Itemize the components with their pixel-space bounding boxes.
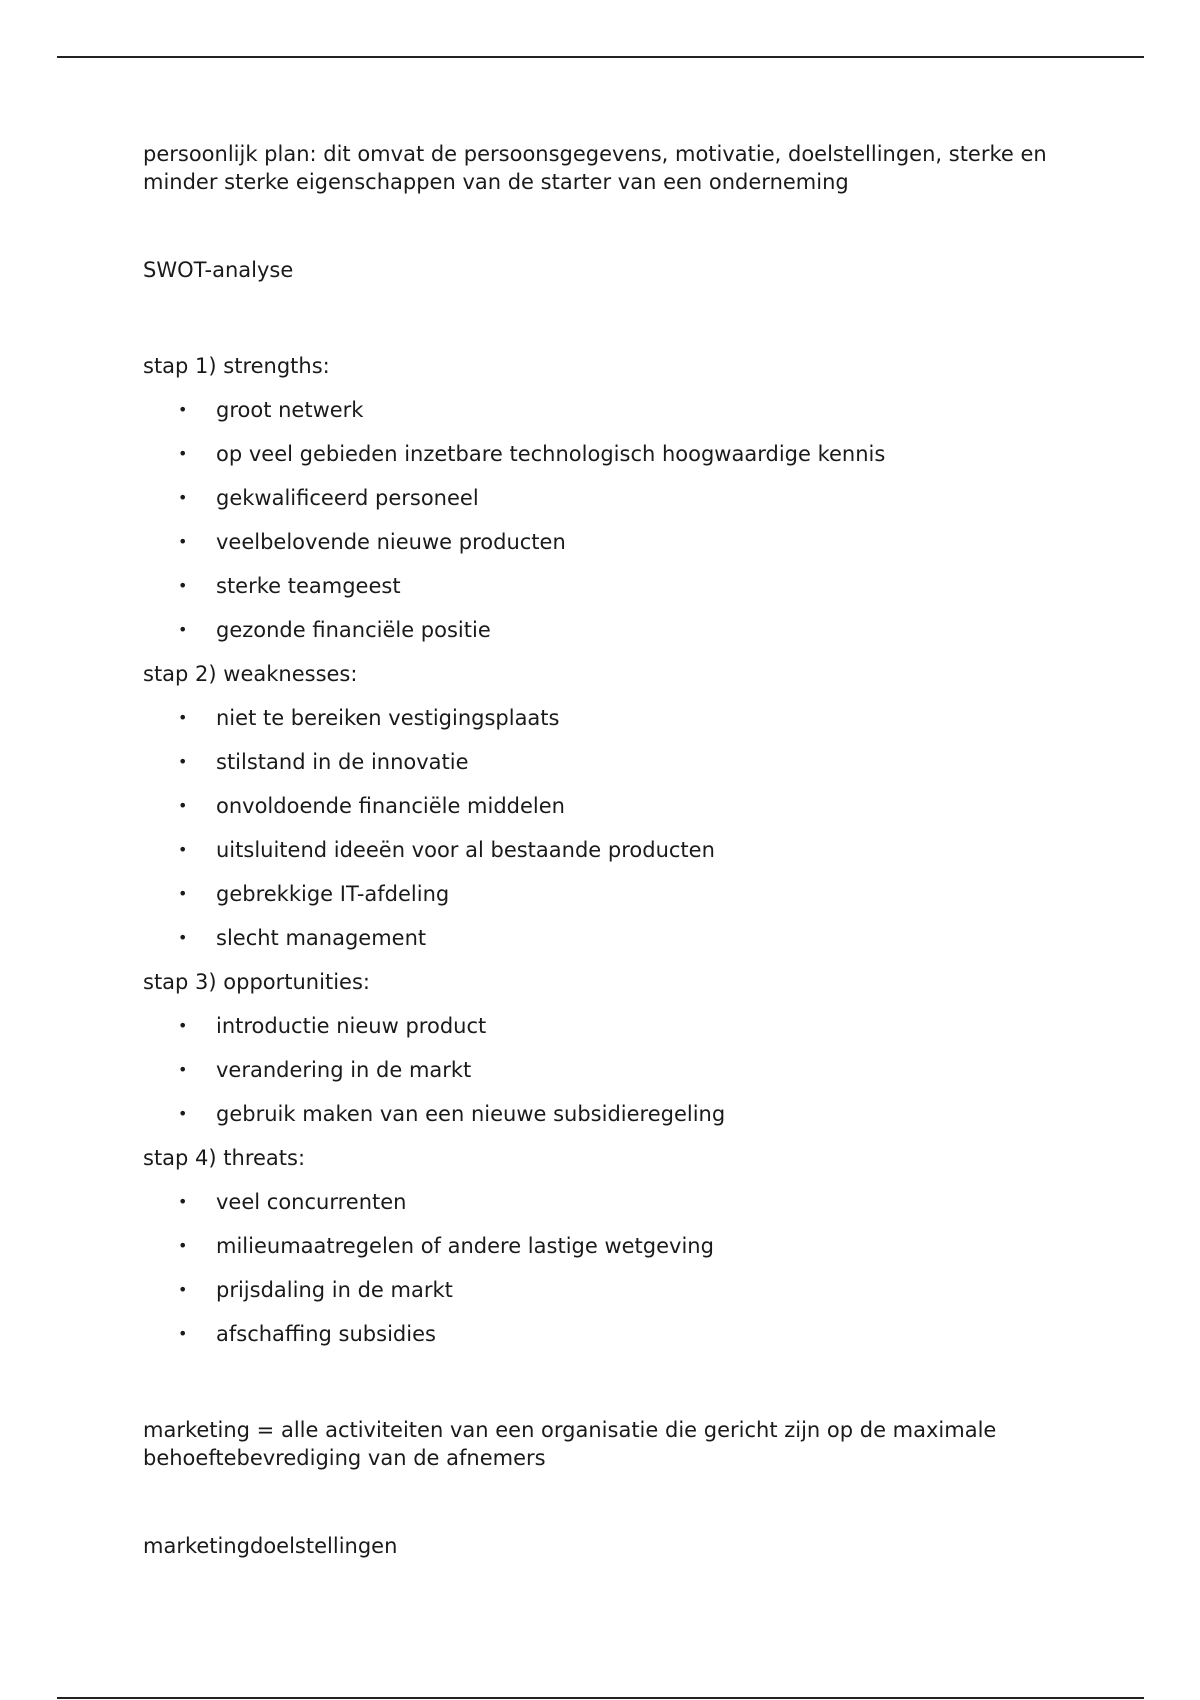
bullet-icon: • (178, 620, 188, 639)
list-item (143, 872, 1083, 916)
list-item (143, 1004, 1083, 1048)
list-item (143, 1312, 1083, 1356)
list-item (143, 476, 1083, 520)
list-item-text: slecht management (216, 926, 427, 950)
step-list (143, 1004, 1083, 1136)
list-item (143, 1180, 1083, 1224)
list-item-text: niet te bereiken vestigingsplaats (216, 706, 560, 730)
bullet-icon: • (178, 796, 188, 815)
marketing-definition: marketing = alle activiteiten van een organisatie die gericht zijn op de maximale behoeftebevrediging van de afnemers (143, 1418, 997, 1470)
list-item-text: stilstand in de innovatie (216, 750, 469, 774)
step-label: stap 4) threats: (143, 1146, 306, 1170)
step-label: stap 2) weaknesses: (143, 662, 358, 686)
bullet-icon: • (178, 400, 188, 419)
bullet-icon: • (178, 576, 188, 595)
bullet-icon: • (178, 928, 188, 947)
step-label: stap 3) opportunities: (143, 970, 370, 994)
top-rule (57, 56, 1144, 58)
list-item (143, 828, 1083, 872)
bullet-icon: • (178, 1280, 188, 1299)
list-item-text: veel concurrenten (216, 1190, 407, 1214)
list-item-text: gekwalificeerd personeel (216, 486, 479, 510)
list-item (143, 520, 1083, 564)
swot-steps (143, 344, 1083, 1356)
list-item-text: op veel gebieden inzetbare technologisch hoogwaardige kennis (216, 442, 886, 466)
list-item-text: milieumaatregelen of andere lastige wetgeving (216, 1234, 714, 1258)
bullet-icon: • (178, 884, 188, 903)
bottom-rule (57, 1697, 1144, 1699)
list-item (143, 1092, 1083, 1136)
list-item (143, 564, 1083, 608)
list-item-text: sterke teamgeest (216, 574, 401, 598)
list-item (143, 784, 1083, 828)
step-list (143, 388, 1083, 652)
list-item-text: gebruik maken van een nieuwe subsidieregeling (216, 1102, 726, 1126)
step-list (143, 696, 1083, 960)
bullet-icon: • (178, 1192, 188, 1211)
list-item (143, 432, 1083, 476)
list-item (143, 608, 1083, 652)
list-item (143, 388, 1083, 432)
list-item (143, 1268, 1083, 1312)
swot-heading: SWOT-analyse (143, 258, 294, 282)
bullet-icon: • (178, 752, 188, 771)
list-item (143, 696, 1083, 740)
list-item (143, 1048, 1083, 1092)
list-item-text: afschaffing subsidies (216, 1322, 436, 1346)
marketing-heading: marketingdoelstellingen (143, 1534, 398, 1558)
bullet-icon: • (178, 444, 188, 463)
document-body (143, 140, 1083, 1560)
list-item-text: prijsdaling in de markt (216, 1278, 453, 1302)
list-item-text: verandering in de markt (216, 1058, 472, 1082)
bullet-icon: • (178, 1104, 188, 1123)
list-item-text: introductie nieuw product (216, 1014, 487, 1038)
list-item-text: uitsluitend ideeën voor al bestaande producten (216, 838, 715, 862)
step-list (143, 1180, 1083, 1356)
list-item-text: gebrekkige IT-afdeling (216, 882, 450, 906)
list-item-text: groot netwerk (216, 398, 364, 422)
list-item-text: veelbelovende nieuwe producten (216, 530, 566, 554)
intro-paragraph: persoonlijk plan: dit omvat de persoonsgegevens, motivatie, doelstellingen, sterke en minder sterke eigenschappen van de starter van een onderneming (143, 142, 1047, 194)
list-item (143, 740, 1083, 784)
list-item-text: gezonde financiële positie (216, 618, 491, 642)
list-item (143, 1224, 1083, 1268)
list-item-text: onvoldoende financiële middelen (216, 794, 565, 818)
bullet-icon: • (178, 1016, 188, 1035)
bullet-icon: • (178, 708, 188, 727)
bullet-icon: • (178, 1236, 188, 1255)
list-item (143, 916, 1083, 960)
bullet-icon: • (178, 840, 188, 859)
bullet-icon: • (178, 488, 188, 507)
bullet-icon: • (178, 1060, 188, 1079)
bullet-icon: • (178, 532, 188, 551)
step-label: stap 1) strengths: (143, 354, 330, 378)
bullet-icon: • (178, 1324, 188, 1343)
